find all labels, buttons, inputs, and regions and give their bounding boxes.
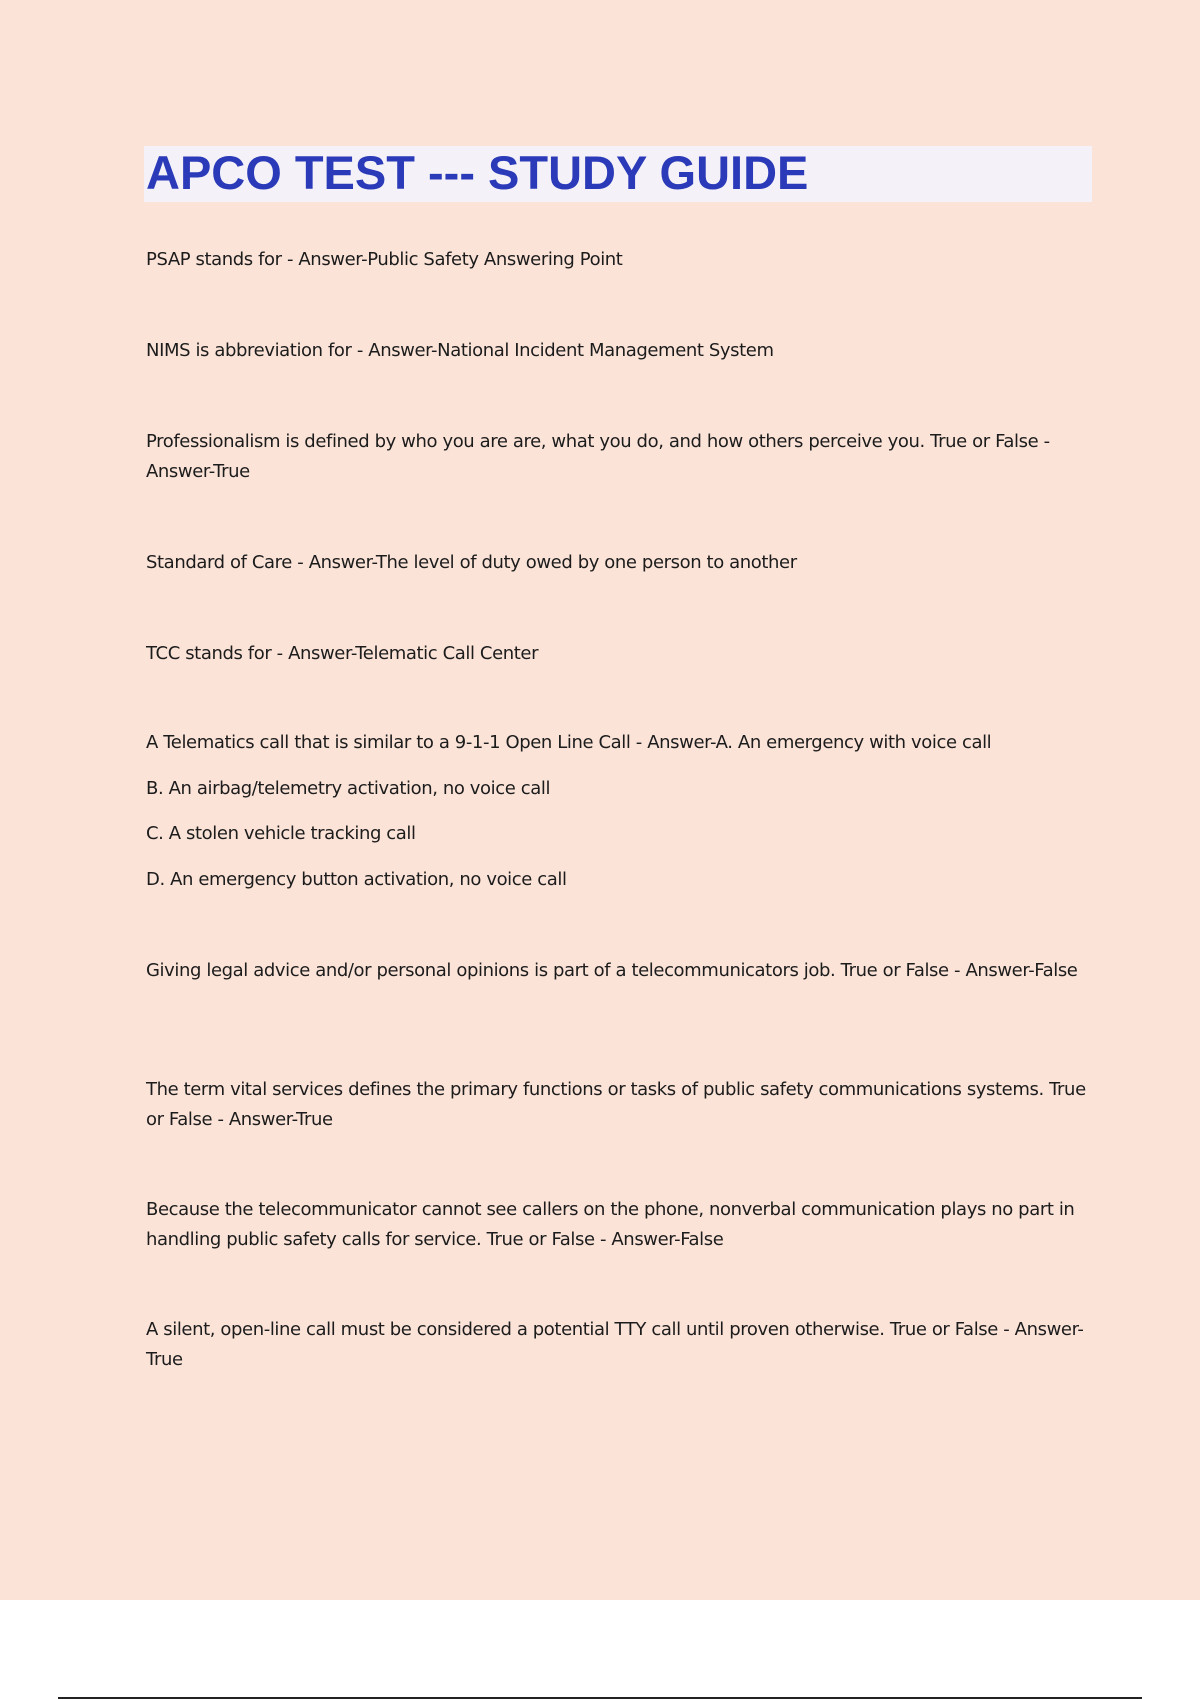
qa-item: Standard of Care - Answer-The level of duty owed by one person to another — [146, 552, 797, 573]
qa-item: NIMS is abbreviation for - Answer-National Incident Management System — [146, 340, 774, 361]
qa-option: C. A stolen vehicle tracking call — [146, 823, 416, 844]
qa-item: Giving legal advice and/or personal opinions is part of a telecommunicators job. True or False - Answer-False — [146, 960, 1078, 981]
qa-item: A Telematics call that is similar to a 9-1-1 Open Line Call - Answer-A. An emergency with voice call — [146, 732, 992, 753]
qa-item: TCC stands for - Answer-Telematic Call Center — [146, 643, 539, 664]
qa-item: A silent, open-line call must be considered a potential TTY call until proven otherwise. True or False - Answer-True — [146, 1319, 1084, 1370]
qa-item: Professionalism is defined by who you are are, what you do, and how others perceive you. True or False - Answer-True — [146, 431, 1050, 482]
qa-item: The term vital services defines the primary functions or tasks of public safety communications systems. True or False - Answer-True — [146, 1079, 1086, 1130]
qa-item: PSAP stands for - Answer-Public Safety Answering Point — [146, 249, 623, 270]
qa-option: B. An airbag/telemetry activation, no voice call — [146, 778, 551, 799]
footer-rule — [58, 1697, 1142, 1699]
page-title: APCO TEST --- STUDY GUIDE — [146, 146, 809, 199]
qa-option: D. An emergency button activation, no voice call — [146, 869, 567, 890]
qa-item: Because the telecommunicator cannot see callers on the phone, nonverbal communication plays no part in handling public safety calls for service. True or False - Answer-False — [146, 1199, 1075, 1250]
